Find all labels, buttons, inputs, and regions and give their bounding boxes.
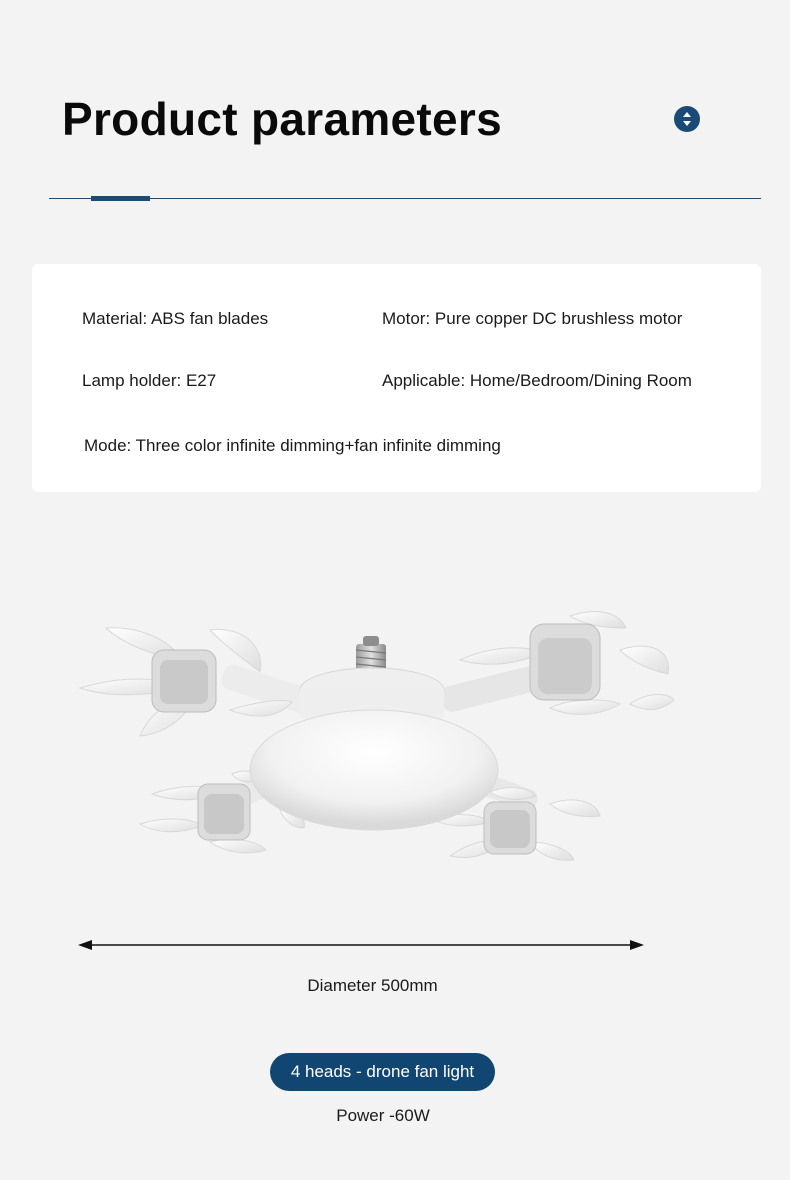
diameter-arrow — [78, 938, 644, 952]
e27-socket — [356, 636, 386, 672]
spec-material: Material: ABS fan blades — [82, 309, 269, 328]
model-badge: 4 heads - drone fan light — [270, 1053, 495, 1091]
spec-applicable: Applicable: Home/Bedroom/Dining Room — [382, 371, 692, 390]
page-title: Product parameters — [62, 93, 502, 145]
spec-motor: Motor: Pure copper DC brushless motor — [382, 309, 683, 328]
diameter-label: Diameter 500mm — [307, 976, 438, 995]
title-divider — [49, 198, 761, 199]
title-divider-accent — [91, 196, 150, 201]
spec-mode: Mode: Three color infinite dimming+fan infinite dimming — [84, 436, 501, 455]
product-image — [60, 580, 700, 900]
spec-card — [32, 264, 761, 492]
up-down-arrows-icon — [674, 106, 700, 132]
scroll-toggle-button[interactable] — [674, 106, 700, 132]
power-label: Power -60W — [336, 1106, 430, 1125]
spec-lamp-holder: Lamp holder: E27 — [82, 371, 217, 390]
